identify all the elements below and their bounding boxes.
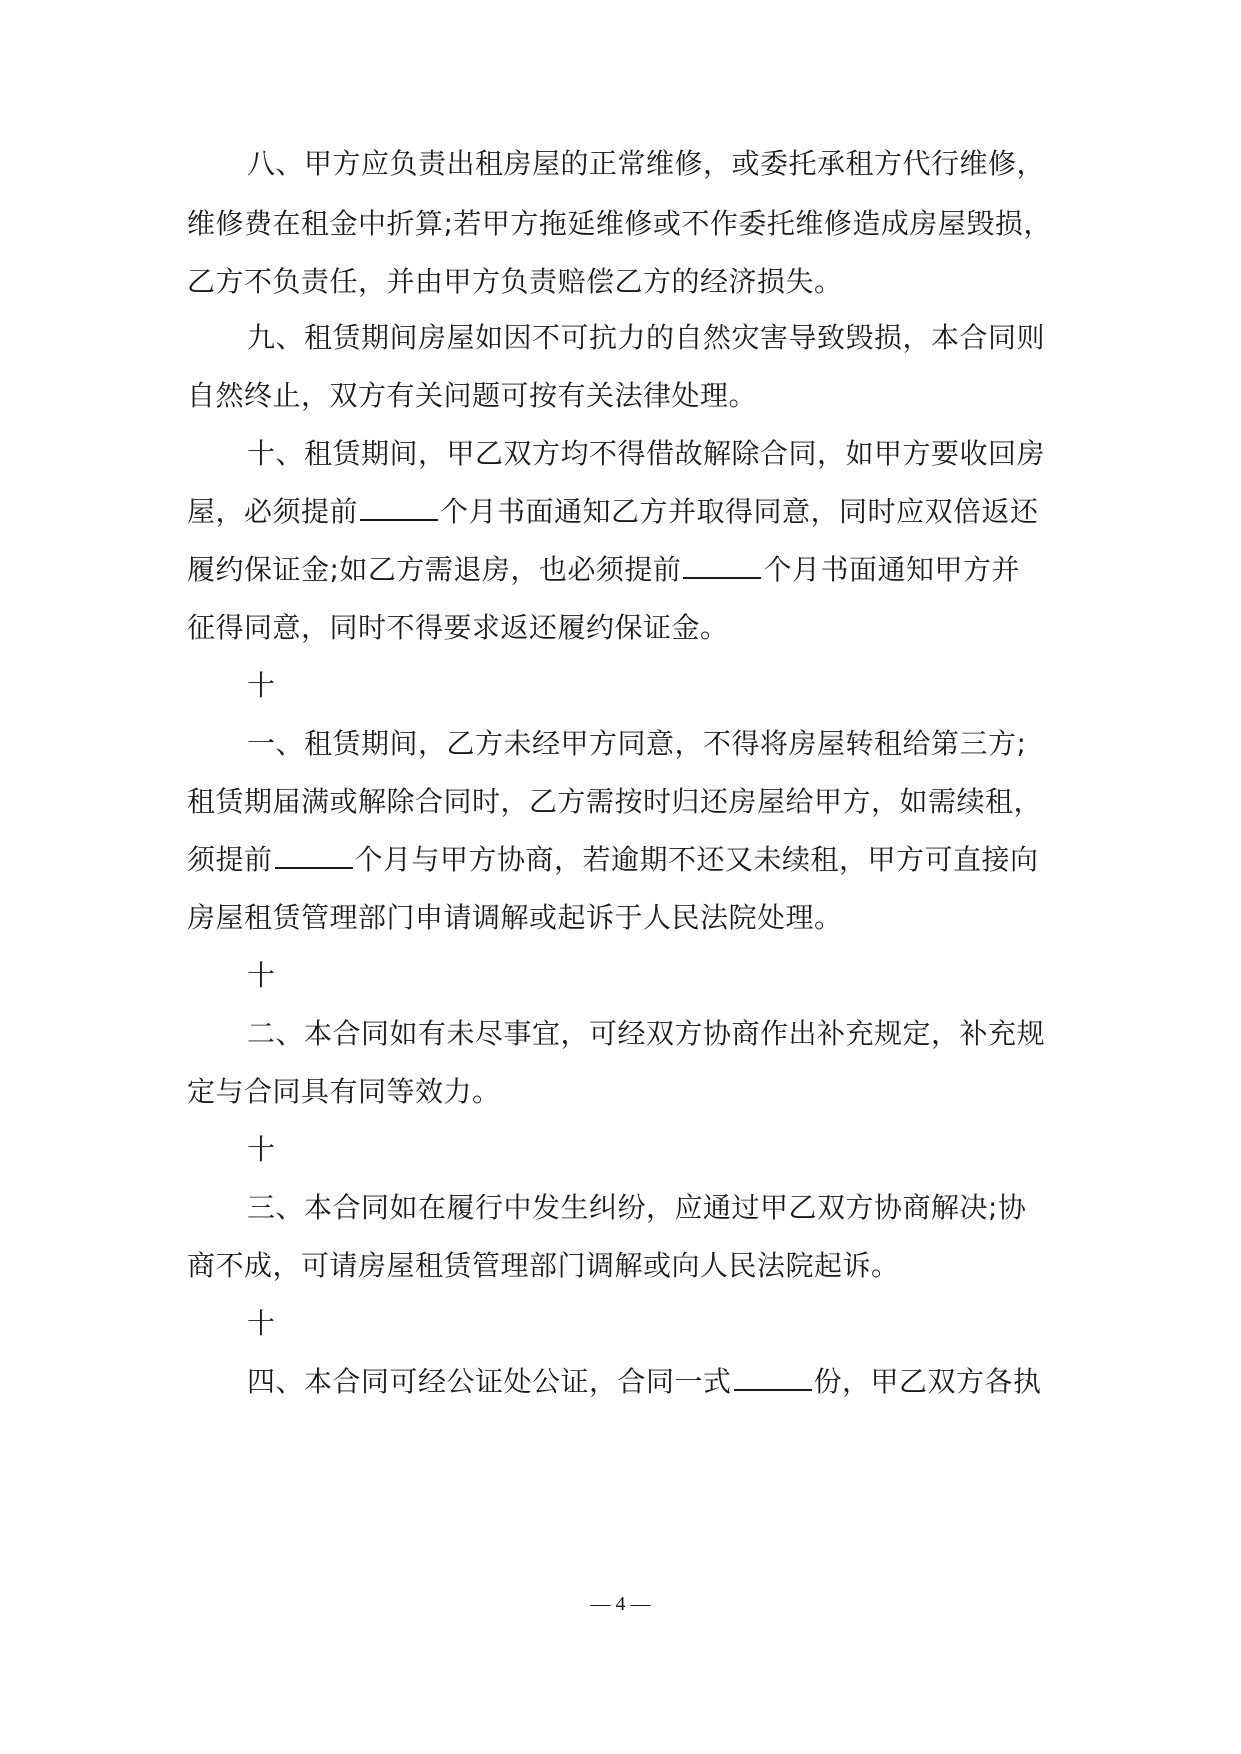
clause-11-line-3-b: 个月与甲方协商，若逾期不还又未续租，甲方可直接向 — [354, 843, 1039, 876]
clause-10-line-1: 十、租赁期间，甲乙双方均不得借故解除合同，如甲方要收回房 — [247, 437, 1046, 470]
clause-10-line-2-a: 屋，必须提前 — [187, 495, 359, 528]
page-number: — 4 — — [590, 1593, 651, 1615]
fill-in-blank[interactable] — [360, 493, 438, 521]
fill-in-blank[interactable] — [683, 551, 761, 579]
clause-11-heading: 十 — [247, 669, 276, 702]
clause-10-line-2-b: 个月书面通知乙方并取得同意，同时应双倍返还 — [440, 495, 1039, 528]
clause-11-line-1: 一、租赁期间，乙方未经甲方同意，不得将房屋转租给第三方; — [247, 727, 1027, 760]
clause-12-line-2: 定与合同具有同等效力。 — [187, 1075, 501, 1108]
fill-in-blank[interactable] — [734, 1363, 812, 1391]
clause-14-heading: 十 — [247, 1307, 276, 1340]
clause-12-heading: 十 — [247, 959, 276, 992]
fill-in-blank[interactable] — [275, 841, 353, 869]
clause-8-line-3: 乙方不负责任，并由甲方负责赔偿乙方的经济损失。 — [187, 265, 843, 298]
clause-14-line-1 — [247, 1360, 1042, 1404]
clause-13-line-2: 商不成，可请房屋租赁管理部门调解或向人民法院起诉。 — [187, 1249, 900, 1282]
clause-8-line-1: 八、甲方应负责出租房屋的正常维修，或委托承租方代行维修， — [247, 147, 1046, 180]
clause-11-line-3 — [187, 838, 1039, 882]
clause-12-line-1: 二、本合同如有未尽事宜，可经双方协商作出补充规定，补充规 — [247, 1017, 1046, 1050]
clause-10-line-3 — [187, 548, 1020, 592]
clause-13-line-1: 三、本合同如在履行中发生纠纷，应通过甲乙双方协商解决;协 — [247, 1191, 1027, 1224]
clause-8-line-2: 维修费在租金中折算;若甲方拖延维修或不作委托维修造成房屋毁损， — [187, 207, 1052, 240]
clause-10-line-3-a: 履约保证金;如乙方需退房，也必须提前 — [187, 553, 682, 586]
clause-10-line-3-b: 个月书面通知甲方并 — [763, 553, 1020, 586]
clause-10-line-4: 征得同意，同时不得要求返还履约保证金。 — [187, 611, 729, 644]
clause-14-line-1-b: 份，甲乙双方各执 — [813, 1365, 1042, 1398]
clause-11-line-4: 房屋租赁管理部门申请调解或起诉于人民法院处理。 — [187, 901, 843, 934]
clause-14-line-1-a: 四、本合同可经公证处公证，合同一式 — [247, 1365, 732, 1398]
clause-11-line-2: 租赁期届满或解除合同时，乙方需按时归还房屋给甲方，如需续租， — [187, 785, 1043, 818]
clause-11-line-3-a: 须提前 — [187, 843, 273, 876]
clause-10-line-2 — [187, 490, 1039, 534]
clause-13-heading: 十 — [247, 1133, 276, 1166]
clause-9-line-1: 九、租赁期间房屋如因不可抗力的自然灾害导致毁损，本合同则 — [247, 321, 1046, 354]
clause-9-line-2: 自然终止，双方有关问题可按有关法律处理。 — [187, 379, 758, 412]
